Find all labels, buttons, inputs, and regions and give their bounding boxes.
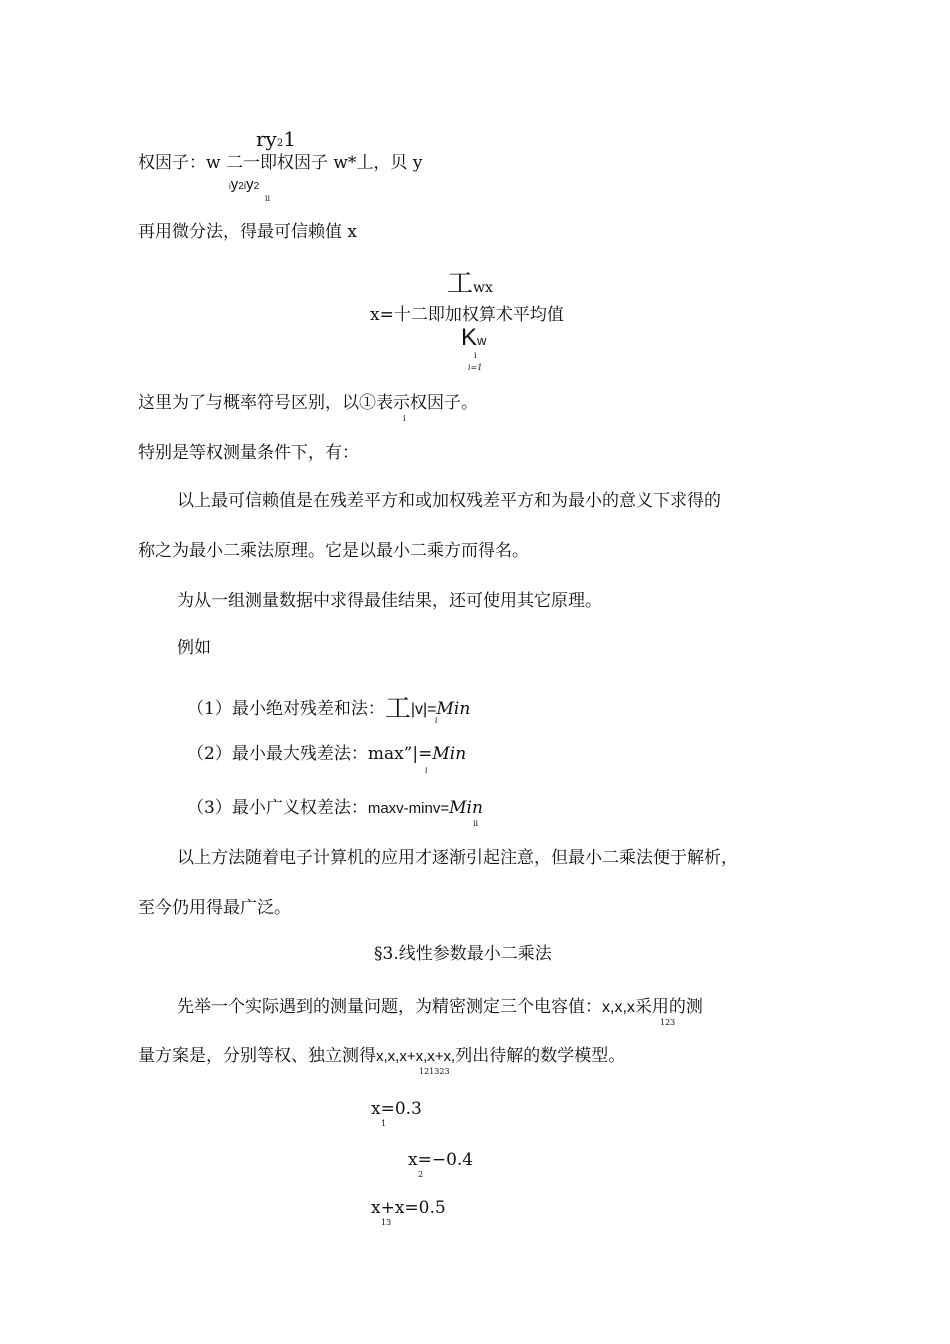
special-line: 特别是等权测量条件下，有： (138, 443, 359, 463)
method-3-expr: maxv-minv= (367, 800, 450, 817)
equation-3-sub: 13 (381, 1218, 392, 1227)
method-2-min: Min (432, 744, 467, 764)
method-3-sub: ii (473, 819, 479, 828)
method-3 (187, 800, 483, 817)
para4-line2-c: 列出待解的数学模型。 (455, 1046, 626, 1066)
weight-factor-bottom-pre: i (229, 182, 231, 191)
method-2-max: max” (367, 744, 413, 764)
para4-sub1: 123 (660, 1018, 676, 1027)
weighted-mean-sub-range: i=1 (468, 363, 483, 372)
para3-line1: 以上方法随着电子计算机的应用才逐渐引起注意，但最小二乘法便于解析， (177, 848, 738, 868)
para1-line1: 以上最可信赖值是在残差平方和或加权残差平方和为最小的意义下求得的 (177, 491, 721, 511)
note-line: 这里为了与概率符号区别，以①表示权因子。 (138, 393, 478, 413)
para4-line2 (138, 1048, 625, 1065)
equation-2: x=−0.4 (408, 1150, 474, 1170)
equation-2-sub: 2 (418, 1170, 424, 1179)
sum-bottom-tail: w (477, 333, 487, 348)
weighted-mean-line: x=十二即加权算术平均值 (370, 305, 564, 325)
equation-1-sub: 1 (381, 1119, 387, 1128)
method-1-min: Min (436, 699, 471, 719)
weight-factor-bottom-sub1: 2i (238, 181, 247, 192)
note-sub: i (403, 414, 406, 423)
section-title: §3.线性参数最小二乘法 (374, 944, 552, 964)
para4-line1 (177, 999, 703, 1016)
para4-line1-vars: x,x,x (602, 999, 635, 1016)
weight-factor-top-ry: ry (256, 127, 277, 151)
method-3-min: Min (449, 798, 483, 818)
method-2 (187, 746, 466, 763)
para4-line2-vars: x,x,x+x,x+x, (376, 1048, 456, 1065)
method-1-sum-icon: 工 (384, 694, 411, 724)
equation-3: x+x=0.5 (371, 1198, 446, 1218)
weight-factor-top-num: 1 (283, 127, 296, 151)
sum-top-symbol: 工 (447, 269, 474, 299)
equation-1: x=0.3 (371, 1099, 422, 1119)
para4-line1-a: 先举一个实际遇到的测量问题，为精密测定三个电容值： (177, 997, 602, 1017)
weighted-mean-sum-top (447, 271, 493, 297)
para4-line2-a: 量方案是，分别等权、独立测得 (138, 1046, 376, 1066)
weight-factor-bottom-y2: y (246, 176, 254, 193)
weight-factor-top (256, 129, 296, 149)
para4-sub2: 121323 (419, 1067, 450, 1076)
method-1-expr: |v|= (410, 701, 437, 718)
example-label: 例如 (177, 638, 211, 658)
weight-factor-bottom (229, 177, 259, 192)
method-2-expr: |= (412, 744, 433, 764)
weight-factor-bottom-sub2: 2 (253, 181, 260, 192)
method-1 (187, 696, 470, 722)
sum-top-tail: wx (473, 280, 493, 296)
para2: 为从一组测量数据中求得最佳结果，还可使用其它原理。 (177, 591, 602, 611)
method-1-label: （1）最小绝对残差和法： (187, 699, 385, 719)
para1-line2: 称之为最小二乘法原理。它是以最小二乘方而得名。 (138, 541, 529, 561)
weight-factor-bottom-y1: y (230, 176, 239, 193)
weight-factor-under: ii (265, 194, 271, 203)
weighted-mean-sum-bottom (461, 326, 486, 350)
micro-line: 再用微分法，得最可信赖值 x (138, 222, 357, 242)
weighted-mean-sub-i: i (474, 351, 477, 360)
weight-factor-line: 权因子：w 二一即权因子 w*丄，贝 y (138, 153, 423, 173)
sum-bottom-symbol: K (461, 324, 478, 351)
method-2-sub: i (425, 766, 428, 775)
para4-line1-c: 采用的测 (634, 997, 703, 1017)
weight-factor-top-sub: 2 (276, 138, 284, 149)
para3-line2: 至今仍用得最广泛。 (138, 898, 291, 918)
method-2-label: （2）最小最大残差法： (187, 744, 368, 764)
method-1-sub: i (435, 716, 438, 725)
method-3-label: （3）最小广义权差法： (187, 798, 368, 818)
